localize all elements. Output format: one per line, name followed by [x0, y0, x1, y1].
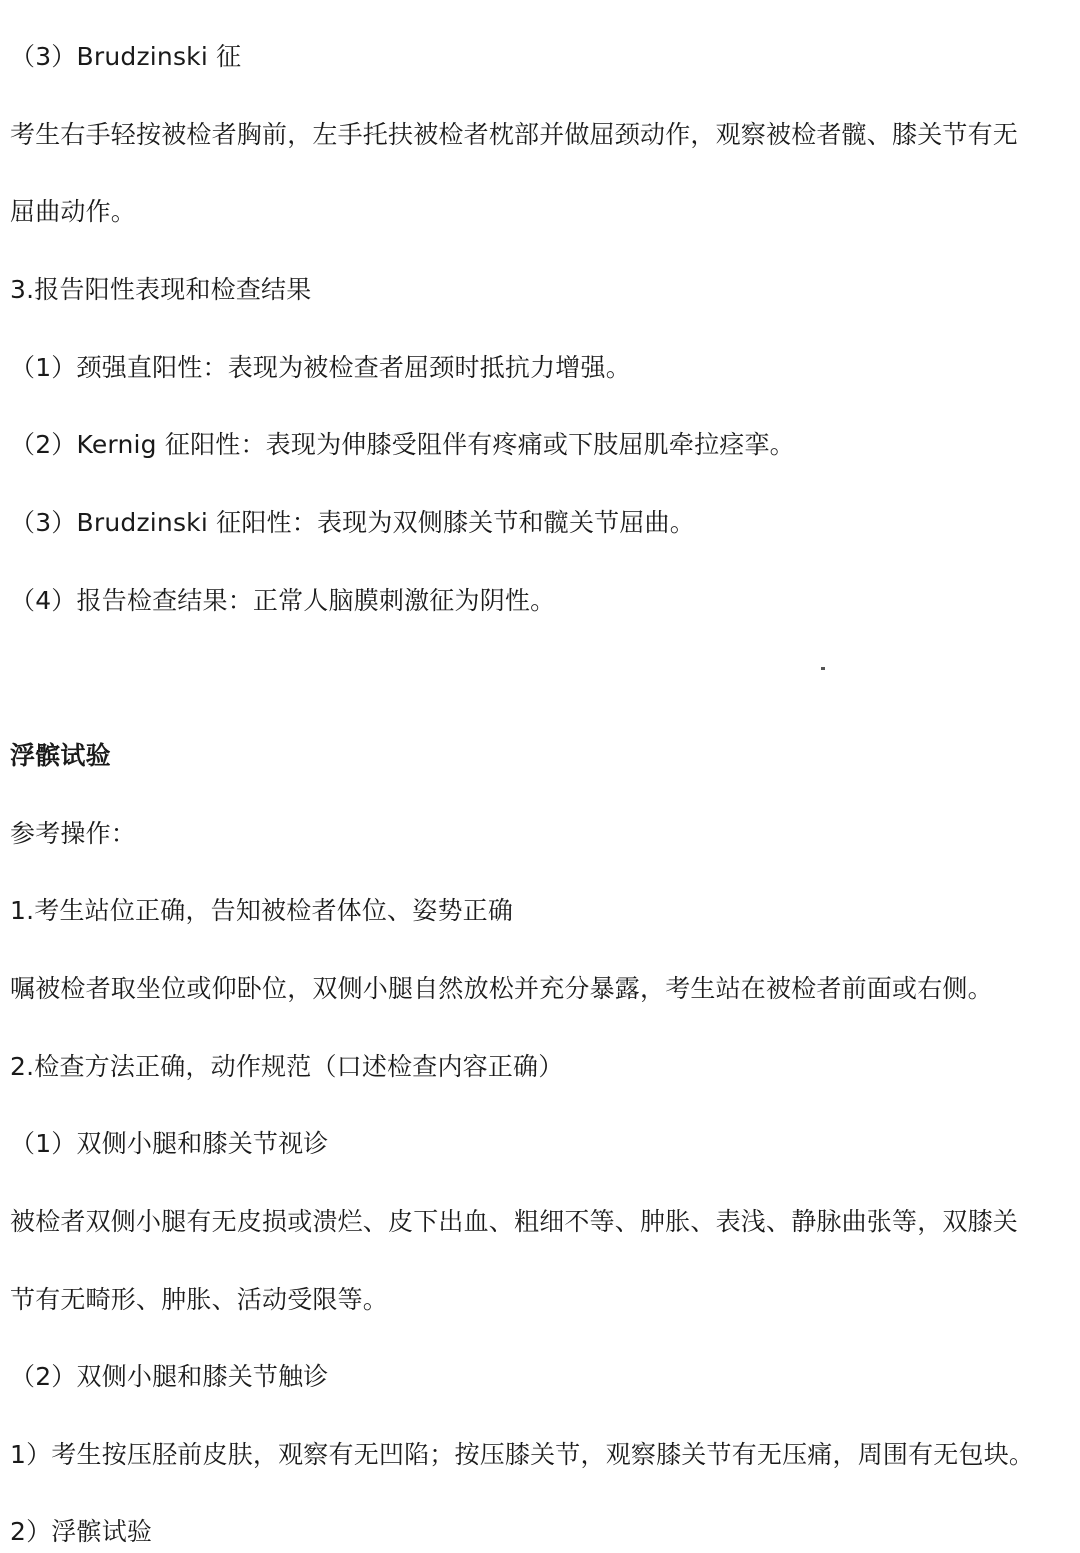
list-item-neck-stiffness: （1）颈强直阳性：表现为被检查者屈颈时抵抗力增强。: [10, 353, 631, 382]
paragraph-brudzinski-method-1: 考生右手轻按被检者胸前，左手托扶被检者枕部并做屈颈动作，观察被检者髋、膝关节有无: [10, 120, 1019, 149]
sub-item-brudzinski: （3）Brudzinski 征: [10, 42, 242, 71]
sub-item-patellar-float: 2）浮髌试验: [10, 1517, 153, 1546]
section-method: 2.检查方法正确，动作规范（口述检查内容正确）: [10, 1052, 564, 1081]
list-item-kernig: （2）Kernig 征阳性：表现为伸膝受阻伴有疼痛或下肢屈肌牵拉痉挛。: [10, 430, 795, 459]
list-item-report-result: （4）报告检查结果：正常人脑膜刺激征为阴性。: [10, 586, 556, 615]
paragraph-inspection-2: 节有无畸形、肿胀、活动受限等。: [10, 1285, 389, 1314]
paragraph-palpation: 1）考生按压胫前皮肤，观察有无凹陷；按压膝关节，观察膝关节有无压痛，周围有无包块。: [10, 1440, 1035, 1469]
paragraph-brudzinski-method-2: 屈曲动作。: [10, 197, 137, 226]
section-report-positive: 3.报告阳性表现和检查结果: [10, 275, 312, 304]
sub-item-palpation: （2）双侧小腿和膝关节触诊: [10, 1362, 329, 1391]
sub-item-inspection: （1）双侧小腿和膝关节视诊: [10, 1129, 329, 1158]
paragraph-inspection-1: 被检者双侧小腿有无皮损或溃烂、皮下出血、粗细不等、肿胀、表浅、静脉曲张等，双膝关: [10, 1207, 1019, 1236]
heading-patellar-float-test: 浮髌试验: [10, 741, 111, 770]
stray-mark: [821, 667, 825, 670]
list-item-brudzinski-positive: （3）Brudzinski 征阳性：表现为双侧膝关节和髋关节屈曲。: [10, 508, 695, 537]
section-position: 1.考生站位正确，告知被检者体位、姿势正确: [10, 896, 514, 925]
label-reference-operation: 参考操作：: [10, 819, 137, 848]
paragraph-position: 嘱被检者取坐位或仰卧位，双侧小腿自然放松并充分暴露，考生站在被检者前面或右侧。: [10, 974, 993, 1003]
